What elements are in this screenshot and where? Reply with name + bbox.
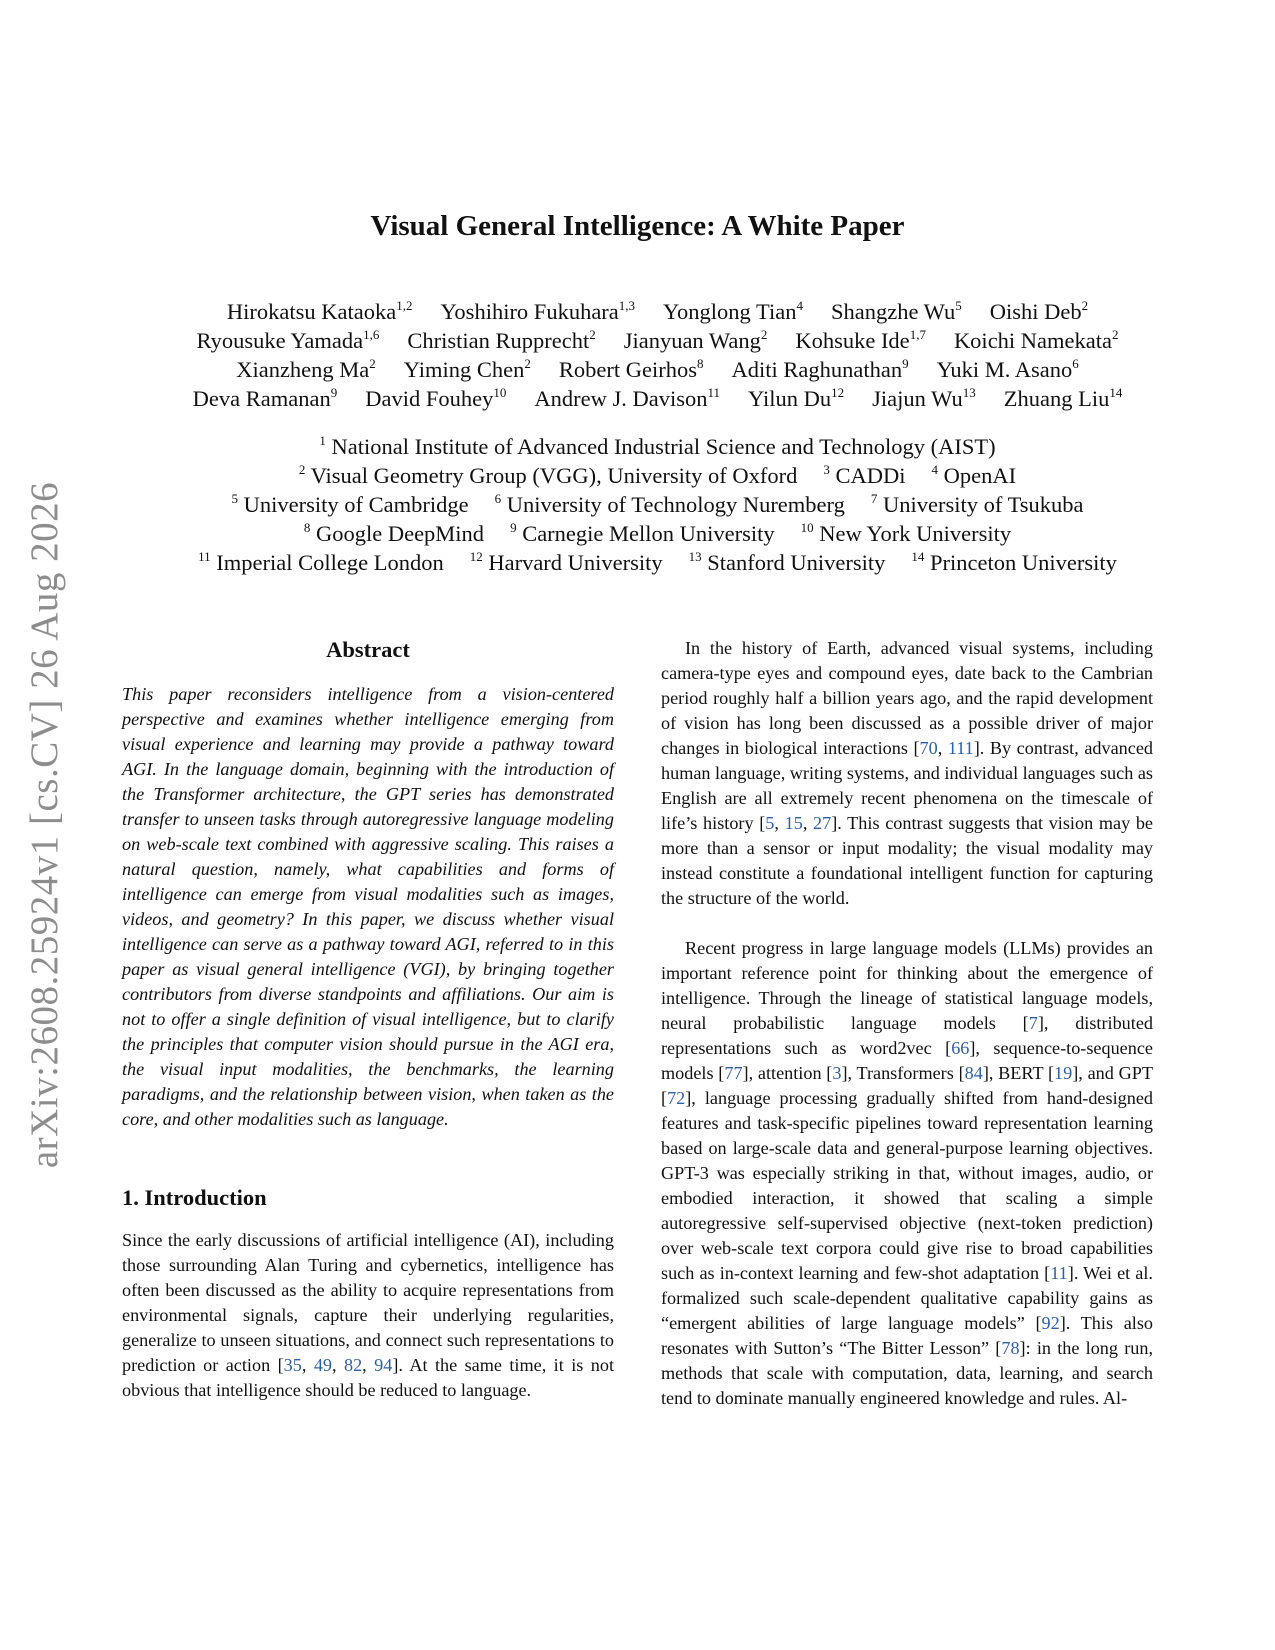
author (236, 355, 376, 384)
author (440, 297, 635, 326)
affiliation (304, 519, 484, 548)
author (193, 384, 338, 413)
affiliation-line (120, 432, 1195, 461)
affiliation (470, 548, 663, 577)
citation-link: 19 (1054, 1063, 1073, 1083)
author-affiliation-marker: 1,3 (618, 298, 636, 313)
text-run: , (802, 813, 814, 833)
author-name: Yuki M. Asano (936, 357, 1073, 382)
affiliation-name: National Institute of Advanced Industrial Science and Technology (AIST) (331, 434, 996, 459)
affiliation-name: University of Technology Nuremberg (506, 492, 845, 517)
citation-link: 35 (283, 1355, 302, 1375)
affiliation-marker: 1 (319, 433, 326, 448)
author (990, 297, 1088, 326)
author-affiliation-marker: 13 (962, 385, 976, 400)
affiliation-name: Carnegie Mellon University (522, 521, 775, 546)
affiliation-line (120, 519, 1195, 548)
affiliation-marker: 10 (800, 520, 814, 535)
affiliation-name: OpenAI (943, 463, 1017, 488)
affiliation (871, 490, 1084, 519)
author-affiliation-marker: 2 (1081, 298, 1089, 313)
author-line (120, 384, 1195, 413)
citation-link: 7 (1028, 1013, 1038, 1033)
author-affiliation-marker: 1,2 (396, 298, 413, 313)
section-heading-introduction: 1. Introduction (122, 1185, 267, 1210)
affiliation-line (120, 490, 1195, 519)
author (872, 384, 976, 413)
citation-link: 49 (313, 1355, 332, 1375)
author (732, 355, 909, 384)
author-affiliation-marker: 9 (902, 356, 909, 371)
affiliation-marker: 2 (298, 462, 306, 477)
author-line (120, 355, 1195, 384)
citation-link: 66 (951, 1038, 970, 1058)
abstract-heading: Abstract (326, 637, 410, 662)
citation-link: 72 (667, 1088, 686, 1108)
affiliation-name: New York University (819, 521, 1012, 546)
affiliation-name: Harvard University (488, 550, 663, 575)
text-run: ], language processing gradually shifted from hand-designed features and task-specific pipelines toward representation learning based on large-scale data and general-purpose learning objectives. GPT-3 was especially striking in that, without images, audio, or embodied interaction, it showed that scaling a simple autoregressive self-supervised objective (next-token prediction) over web-scale text corpora could give rise to broad capabilities such as in-context learning and few-shot adaptation [ (661, 1088, 1153, 1283)
citation-link: 5 (765, 813, 775, 833)
author (954, 326, 1119, 355)
citation-link: 92 (1041, 1313, 1060, 1333)
citation-link: 78 (1001, 1338, 1020, 1358)
author-affiliation-marker: 2 (589, 327, 596, 342)
text-run: , (774, 813, 785, 833)
text-run: , (362, 1355, 375, 1375)
author-name: Robert Geirhos (558, 357, 698, 382)
intro-paragraph-2 (661, 636, 1153, 911)
author-line (120, 326, 1195, 355)
affiliation (495, 490, 845, 519)
text-run: ]. This contrast suggests that vision may be more than a sensor or input modality; the visual modality may instead constitute a foundational intelligent function for capturing the structure of the world. (661, 813, 1154, 908)
author-name: Aditi Raghunathan (731, 357, 903, 382)
intro-paragraph-1 (122, 1228, 614, 1403)
affiliation (689, 548, 886, 577)
author (663, 297, 803, 326)
affiliation (319, 432, 995, 461)
affiliation-name: Stanford University (707, 550, 886, 575)
text-run: , (937, 738, 948, 758)
author-name: Ryousuke Yamada (196, 328, 364, 353)
citation-link: 27 (813, 813, 832, 833)
citation-link: 11 (1050, 1263, 1068, 1283)
affiliation-name: University of Cambridge (243, 492, 469, 517)
affiliation-marker: 8 (303, 520, 311, 535)
author (196, 326, 379, 355)
affiliation-name: CADDi (835, 463, 906, 488)
affiliation-marker: 3 (823, 462, 830, 477)
text-run: Since the early discussions of artificial intelligence (AI), including those surrounding Alan Turing and cybernetics, intelligence has often been discussed as the ability to acquire representations from environmental signals, capture their underlying regularities, generalize to unseen situations, and connect such representations to prediction or action [ (122, 1230, 614, 1375)
author-affiliation-marker: 14 (1109, 385, 1123, 400)
author-line (120, 297, 1195, 326)
author-name: Hirokatsu Kataoka (226, 299, 397, 324)
text-run: ], BERT [ (982, 1063, 1055, 1083)
text-run: ], distributed representations such as word2vec [ (661, 1013, 1153, 1058)
text-run: , (332, 1355, 344, 1375)
right-column (661, 636, 1153, 1411)
author-name: Koichi Namekata (953, 328, 1112, 353)
author-name: David Fouhey (365, 386, 494, 411)
author-affiliation-marker: 11 (707, 385, 721, 400)
citation-link: 3 (832, 1063, 842, 1083)
text-run: ], Transformers [ (841, 1063, 965, 1083)
author (227, 297, 413, 326)
citation-link: 82 (343, 1355, 363, 1375)
author (1004, 384, 1123, 413)
text-run: ]. By contrast, advanced human language, writing systems, and individual languages such as English are all extremely recent phenomena on the timescale of life’s history [ (661, 738, 1153, 833)
author-name: Yiming Chen (403, 357, 525, 382)
author (748, 384, 844, 413)
affiliation (931, 461, 1016, 490)
author-affiliation-marker: 1,6 (363, 327, 380, 342)
abstract-text: This paper reconsiders intelligence from a vision-centered perspective and examines whether intelligence emerging from visual experience and learning may provide a pathway toward AGI. In the language domain, beginning with the introduction of the Transformer architecture, the GPT series has demonstrated transfer to unseen tasks through autoregressive language modeling on web-scale text combined with aggressive scaling. This raises a natural question, namely, what capabilities and forms of intelligence can emerge from visual modalities such as images, videos, and geometry? In this paper, we discuss whether visual intelligence can serve as a pathway toward AGI, referred to in this paper as visual general intelligence (VGI), by bringing together contributors from diverse standpoints and affiliations. Our aim is not to offer a single definition of visual intelligence, but to clarify the principles that computer vision should pursue in the AGI era, the visual input modalities, the benchmarks, the learning paradigms, and the relationship between vision, when taken as the core, and other modalities such as language. (122, 684, 614, 1129)
affiliation (510, 519, 775, 548)
affiliation-name: Imperial College London (216, 550, 444, 575)
author-name: Yilun Du (748, 386, 832, 411)
author-affiliation-marker: 2 (1112, 327, 1119, 342)
author (937, 355, 1079, 384)
author (795, 326, 926, 355)
affiliation-line (120, 461, 1195, 490)
affiliation-marker: 5 (231, 491, 238, 506)
affiliation-marker: 4 (931, 462, 938, 477)
citation-link: 15 (784, 813, 803, 833)
author (559, 355, 704, 384)
text-run: ]. At the same time, it is not obvious that intelligence should be reduced to language. (122, 1355, 614, 1400)
author-affiliation-marker: 2 (369, 356, 376, 371)
affiliation-marker: 12 (469, 549, 483, 564)
author-affiliation-marker: 10 (493, 385, 507, 400)
author-name: Yonglong Tian (663, 299, 797, 324)
affiliation (198, 548, 444, 577)
text-run: In the history of Earth, advanced visual systems, including camera-type eyes and compound eyes, date back to the Cambrian period roughly half a billion years ago, and the rapid development of vision has long been discussed as a possible driver of major changes in biological interactions [ (661, 638, 1153, 758)
author (365, 384, 506, 413)
author-list (120, 297, 1195, 413)
author-affiliation-marker: 6 (1072, 356, 1079, 371)
affiliation-line (120, 548, 1195, 577)
affiliation-marker: 14 (911, 549, 925, 564)
affiliation (801, 519, 1012, 548)
left-column (122, 636, 614, 1403)
affiliation-marker: 7 (870, 491, 878, 506)
text-run: ], and GPT [ (661, 1063, 1153, 1108)
citation-link: 111 (947, 738, 974, 758)
author-name: Xianzheng Ma (236, 357, 370, 382)
text-run: ], attention [ (742, 1063, 833, 1083)
affiliation-marker: 6 (494, 491, 502, 506)
author-affiliation-marker: 2 (524, 356, 531, 371)
affiliation-marker: 9 (510, 520, 517, 535)
affiliation (232, 490, 469, 519)
affiliation (823, 461, 905, 490)
affiliation (911, 548, 1116, 577)
author-affiliation-marker: 8 (697, 356, 704, 371)
affiliation-name: Google DeepMind (315, 521, 485, 546)
paper-title: Visual General Intelligence: A White Paper (370, 210, 905, 242)
affiliation-list (120, 432, 1195, 577)
author-name: Jiajun Wu (872, 386, 963, 411)
text-run: Recent progress in large language models (LLMs) provides an important reference point for thinking about the emergence of intelligence. Through the lineage of statistical language models, neural probabilistic language models [ (661, 938, 1153, 1033)
affiliation-name: Visual Geometry Group (VGG), University of Oxford (310, 463, 798, 488)
text-run: ], sequence-to-sequence models [ (661, 1038, 1153, 1083)
affiliation-name: University of Tsukuba (883, 492, 1084, 517)
text-run: ]. Wei et al. formalized such scale-dependent qualitative capability gains as “emergent abilities of large language models” [ (661, 1263, 1153, 1333)
author-affiliation-marker: 1,7 (909, 327, 926, 342)
author-name: Oishi Deb (989, 299, 1082, 324)
text-run: , (301, 1355, 314, 1375)
author-name: Andrew J. Davison (534, 386, 708, 411)
author-name: Shangzhe Wu (830, 299, 956, 324)
author (624, 326, 768, 355)
author-name: Zhuang Liu (1003, 386, 1110, 411)
author-name: Yoshihiro Fukuhara (440, 299, 619, 324)
arxiv-identifier: arXiv:2608.25924v1 [cs.CV] 26 Aug 2026 (23, 481, 66, 1169)
citation-link: 94 (374, 1355, 393, 1375)
author-name: Jianyuan Wang (623, 328, 761, 353)
author (407, 326, 595, 355)
author (831, 297, 962, 326)
author (534, 384, 720, 413)
author-affiliation-marker: 12 (831, 385, 845, 400)
author-affiliation-marker: 4 (796, 298, 803, 313)
text-run: ]. This also resonates with Sutton’s “The Bitter Lesson” [ (661, 1313, 1153, 1358)
text-run: ]: in the long run, methods that scale with computation, data, learning, and search tend to dominate manually engineered knowledge and rules. Al- (661, 1338, 1153, 1408)
affiliation-marker: 11 (198, 549, 211, 564)
citation-link: 70 (919, 738, 938, 758)
affiliation-marker: 13 (688, 549, 702, 564)
author-affiliation-marker: 9 (330, 385, 338, 400)
affiliation (299, 461, 797, 490)
author-name: Deva Ramanan (192, 386, 331, 411)
citation-link: 77 (724, 1063, 743, 1083)
author-affiliation-marker: 5 (955, 298, 962, 313)
intro-paragraph-3 (661, 936, 1153, 1411)
affiliation-name: Princeton University (930, 550, 1117, 575)
author-name: Christian Rupprecht (407, 328, 590, 353)
citation-link: 84 (964, 1063, 983, 1083)
author-affiliation-marker: 2 (760, 327, 768, 342)
author-name: Kohsuke Ide (795, 328, 910, 353)
author (404, 355, 531, 384)
